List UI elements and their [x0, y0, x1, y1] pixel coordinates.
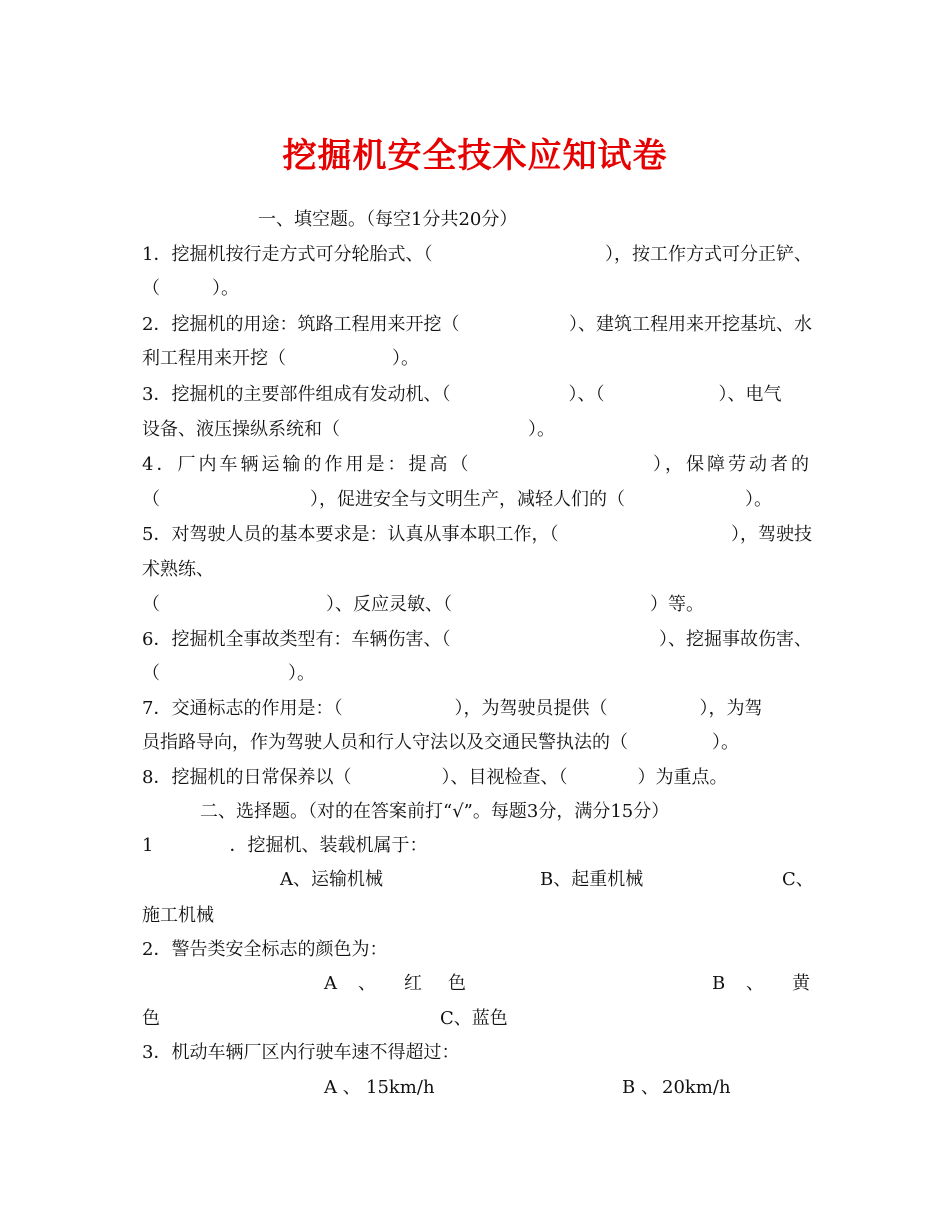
q6-text-b: ）、挖掘事故伤害、 — [659, 629, 812, 650]
c2-option-b-text2: 色 — [142, 1008, 160, 1029]
q3-text-d: 设备、液压操纵系统和（ — [142, 419, 340, 440]
document-title: 挖掘机安全技术应知试卷 — [282, 136, 668, 176]
c2-option-a-sep: 、 — [358, 973, 376, 994]
q3-text-c: ）、电气 — [718, 384, 782, 405]
q2-text-d: ）。 — [392, 348, 419, 369]
question-5-line-2 — [142, 558, 812, 582]
c1-text: ．挖掘机、装载机属于： — [229, 835, 428, 856]
question-4-line-2 — [142, 488, 812, 512]
choice-2-options-cont — [142, 1007, 812, 1031]
c2-option-a-text2: 色 — [448, 973, 466, 994]
q4-text-e: ）。 — [745, 489, 772, 510]
q5-text-c: 术熟练、 — [142, 559, 214, 580]
q2-text-a: 2．挖掘机的用途：筑路工程用来开挖（ — [142, 314, 460, 335]
choice-2-question — [142, 938, 812, 962]
question-5-line-1 — [142, 523, 812, 547]
c1-option-c-text: 施工机械 — [142, 905, 214, 926]
q5-text-b: ），驾驶技 — [731, 524, 812, 545]
c3-option-b-text: 20km/h — [662, 1077, 731, 1098]
q6-text-c: （ — [142, 663, 160, 684]
q4-text-b: ），保障劳动者的 — [653, 454, 812, 475]
q1-text-a: 1．挖掘机按行走方式可分轮胎式、（ — [142, 244, 433, 265]
c3-option-b-label: B 、 — [622, 1077, 659, 1098]
q4-text-c: （ — [142, 489, 160, 510]
question-6-line-2 — [142, 662, 812, 686]
q5-text-f: ）等。 — [650, 594, 704, 615]
c1-option-b: B、起重机械 — [540, 869, 644, 890]
c1-number: 1 — [142, 835, 154, 856]
q7-text-d: 员指路导向，作为驾驶人员和行人守法以及交通民警执法的（ — [142, 732, 628, 753]
q4-text-a: 4．厂内车辆运输的作用是：提高（ — [142, 454, 472, 475]
q2-text-b: ）、建筑工程用来开挖基坑、水 — [569, 314, 812, 335]
c2-option-b-sep: 、 — [746, 973, 764, 994]
c2-text: 2．警告类安全标志的颜色为： — [142, 939, 388, 960]
q1-text-c: （ — [142, 278, 160, 299]
q7-text-c: ），为驾 — [699, 698, 763, 719]
q8-text-c: ）为重点。 — [637, 767, 728, 788]
q5-text-d: （ — [142, 594, 160, 615]
choice-3-question — [142, 1041, 812, 1065]
question-3-line-2 — [142, 418, 812, 442]
q7-text-a: 7．交通标志的作用是：（ — [142, 698, 343, 719]
q1-text-b: ），按工作方式可分正铲、 — [605, 244, 812, 265]
q8-text-b: ）、目视检查、（ — [441, 767, 568, 788]
q6-text-a: 6．挖掘机全事故类型有：车辆伤害、（ — [142, 629, 451, 650]
q7-text-b: ），为驾驶员提供（ — [454, 698, 608, 719]
c2-option-b-text1: 黄 — [792, 973, 810, 994]
c3-option-a-label: A 、 — [324, 1077, 361, 1098]
q2-text-c: 利工程用来开挖（ — [142, 348, 286, 369]
c1-option-a: A、运输机械 — [280, 869, 383, 890]
section1-heading: 一、填空题。（每空1分共20分） — [258, 209, 518, 230]
question-7-line-2 — [142, 731, 812, 755]
q1-text-d: ）。 — [212, 278, 239, 299]
question-4-line-1 — [142, 453, 812, 477]
q6-text-d: ）。 — [288, 663, 315, 684]
choice-1-options-cont — [142, 904, 812, 928]
q3-text-a: 3．挖掘机的主要部件组成有发动机、（ — [142, 384, 451, 405]
c3-option-a-text: 15km/h — [366, 1077, 435, 1098]
q3-text-b: ）、（ — [568, 384, 605, 405]
c2-option-c: C、蓝色 — [440, 1008, 508, 1029]
c2-option-b-letter: B — [712, 973, 726, 994]
question-8-line — [142, 766, 812, 790]
question-3-line-1 — [142, 383, 812, 407]
question-2-line-1 — [142, 313, 812, 337]
section2-heading: 二、选择题。（对的在答案前打“√”。每题3分，满分15分） — [200, 801, 670, 822]
q8-text-a: 8．挖掘机的日常保养以（ — [142, 767, 352, 788]
question-6-line-1 — [142, 628, 812, 652]
question-1-line-1 — [142, 243, 812, 267]
c2-option-a-letter: A — [324, 973, 337, 994]
question-2-line-2 — [142, 347, 812, 371]
c2-option-a-text1: 红 — [404, 973, 422, 994]
q5-text-e: ）、反应灵敏、（ — [326, 594, 452, 615]
q7-text-e: ）。 — [712, 732, 739, 753]
choice-1-question — [142, 834, 812, 858]
question-1-line-2 — [142, 277, 812, 301]
c1-option-c-label: C、 — [782, 869, 814, 890]
q3-text-e: ）。 — [528, 419, 555, 440]
q4-text-d: ），促进安全与文明生产，减轻人们的（ — [310, 489, 625, 510]
question-5-line-3 — [142, 593, 812, 617]
question-7-line-1 — [142, 697, 812, 721]
q5-text-a: 5．对驾驶人员的基本要求是：认真从事本职工作，（ — [142, 524, 559, 545]
c3-text: 3．机动车辆厂区内行驶车速不得超过： — [142, 1042, 460, 1063]
